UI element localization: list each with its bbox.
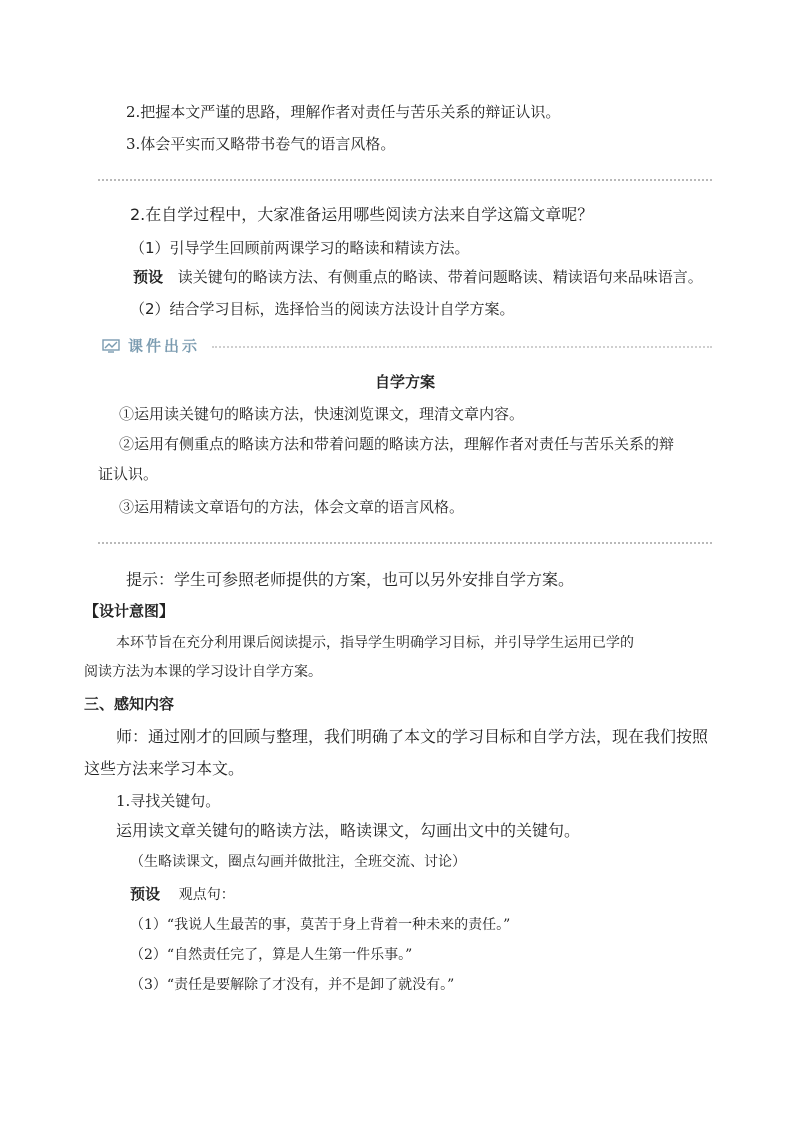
courseware-point-2-line1: ②运用有侧重点的略读方法和带着问题的略读方法，理解作者对责任与苦乐关系的辩 [119,435,675,453]
preset-text: 读关键句的略读方法、有侧重点的略读、带着问题略读、精读语句来品味语言。 [177,268,703,286]
design-intent-line2: 阅读方法为本课的学习设计自学方案。 [84,664,322,680]
courseware-point-1: ①运用读关键句的略读方法，快速浏览课文，理清文章内容。 [119,405,525,423]
design-intent-heading: 【设计意图】 [84,602,175,620]
presentation-icon [102,339,120,353]
courseware-header-line [212,346,712,348]
preset-label: 预设 [130,885,161,903]
teacher-line1: 师：通过刚才的回顾与整理，我们明确了本文的学习目标和自学方法，现在我们按照 [116,727,709,746]
courseware-header-title: 课件出示 [128,337,201,355]
teacher-line2: 这些方法来学习本文。 [84,759,245,778]
section-three-heading: 三、感知内容 [84,695,175,713]
quote-3: （3）“责任是要解除了才没有，并不是卸了就没有。” [130,977,455,993]
quote-2: （2）“自然责任完了，算是人生第一件乐事。” [130,947,413,963]
dotted-divider [98,542,712,544]
question-item-1: （1）引导学生回顾前两课学习的略读和精读方法。 [130,239,470,257]
objective-2: 2.把握本文严谨的思路，理解作者对责任与苦乐关系的辩证认识。 [126,103,561,121]
preset-line [130,884,235,905]
quote-1: （1）“我说人生最苦的事，莫苦于身上背着一种未来的责任。” [130,917,511,933]
preset-line [133,267,703,287]
courseware-header [102,336,712,358]
courseware-title: 自学方案 [374,373,435,391]
step-1-description: 运用读文章关键句的略读方法，略读课文，勾画出文中的关键句。 [116,821,581,840]
step-1: 1.寻找关键句。 [116,792,221,810]
hint-text: 提示：学生可参照老师提供的方案，也可以另外安排自学方案。 [126,570,575,589]
question-item-2: （2）结合学习目标，选择恰当的阅读方法设计自学方案。 [130,300,515,318]
design-intent-line1: 本环节旨在充分利用课后阅读提示，指导学生明确学习目标，并引导学生运用已学的 [116,635,634,651]
objective-3: 3.体会平实而又略带书卷气的语言风格。 [126,135,396,153]
preset-label: 预设 [133,268,164,286]
dotted-divider [98,179,712,181]
question-2: 2.在自学过程中，大家准备运用哪些阅读方法来自学这篇文章呢？ [130,205,594,224]
preset-text: 观点句： [178,887,235,903]
courseware-point-2-line2: 证认识。 [98,465,159,483]
courseware-point-3: ③运用精读文章语句的方法，体会文章的语言风格。 [119,498,465,516]
student-activity: （生略读课文，圈点勾画并做批注，全班交流、讨论） [130,854,466,870]
